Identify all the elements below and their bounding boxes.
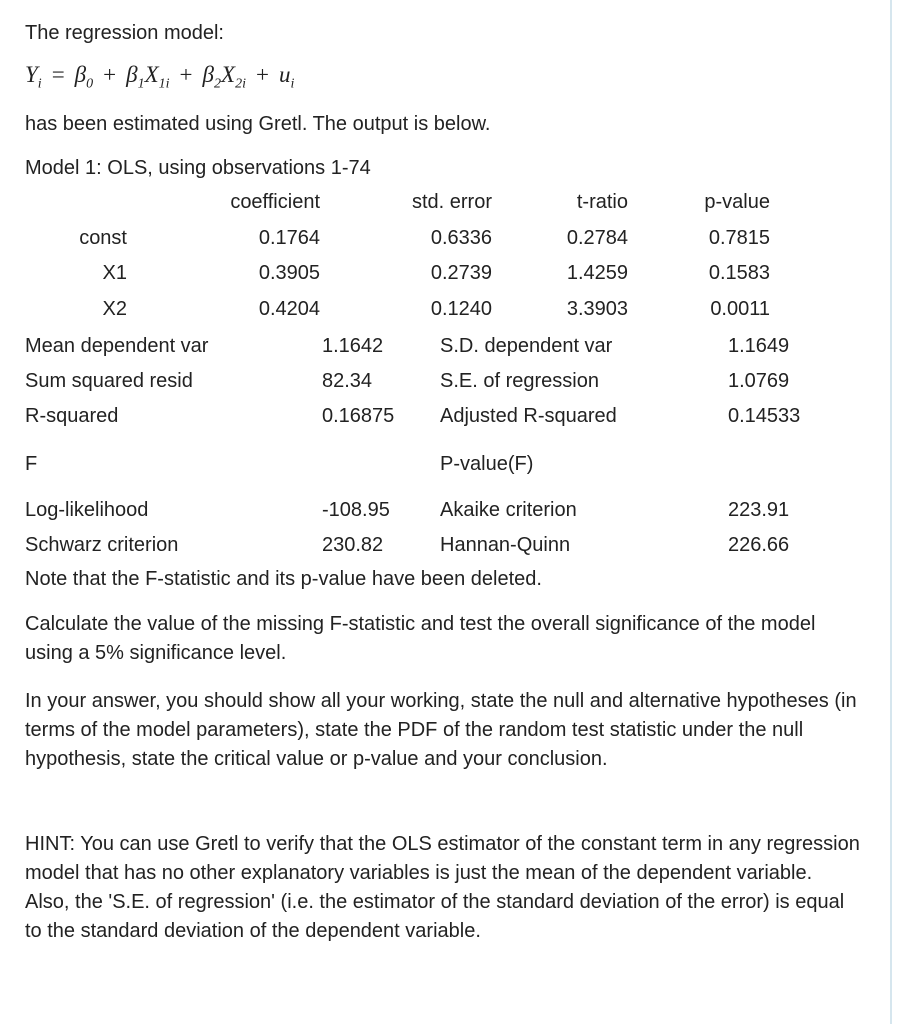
stat-value: 230.82 [322,534,384,556]
stat-label: Sum squared resid [25,370,193,392]
eq-beta0: β [74,62,87,87]
instructions-text: In your answer, you should show all your working, state the null and alternative hypotheses (in terms of the model parameters), state the PDF of the random test statistic under the null hypothesis, state the critical value or p-value and your conclusion. [25,690,857,770]
stat-value: 226.66 [728,534,790,556]
table-cell-p: 0.1583 [708,262,770,284]
stat-label: Log-likelihood [25,499,149,521]
table-row-name: X2 [102,298,127,320]
stat-label: Schwarz criterion [25,534,179,556]
table-cell-coef: 0.4204 [258,298,320,320]
table-cell-t: 3.3903 [566,298,628,320]
stat-label: P-value(F) [440,453,534,475]
model-title: Model 1: OLS, using observations 1-74 [25,157,371,179]
stat-label: S.D. dependent var [440,335,613,357]
stat-value: -108.95 [322,499,390,521]
table-cell-p: 0.7815 [708,227,770,249]
eq-beta0-sub: 0 [86,76,94,92]
table-row-name: X1 [102,262,127,284]
note-text: Note that the F-statistic and its p-value have been deleted. [25,568,542,590]
table-row-name: const [79,227,127,249]
stat-value: 1.1649 [728,335,790,357]
eq-beta1-sub: 1 [137,76,145,92]
table-cell-se: 0.6336 [430,227,492,249]
eq-x1: X [144,62,159,87]
stat-value: 82.34 [322,370,373,392]
stat-label: Hannan-Quinn [440,534,571,556]
stat-value: 1.0769 [728,370,790,392]
hint-text: HINT: You can use Gretl to verify that the OLS estimator of the constant term in any regression model that has no other explanatory variables is just the mean of the dependent variable. Also, the 'S.E. of regression' (i.e. the estimator of the standard deviation of the error) is equal to the standard deviation of the dependent variable. [25,833,860,942]
table-cell-p: 0.0011 [710,298,770,320]
stat-value: 1.1642 [322,335,384,357]
eq-x2: X [221,62,236,87]
eq-plus: + [179,62,193,87]
intro-line: The regression model: [25,22,224,44]
stat-label: Akaike criterion [440,499,577,521]
eq-y: Y [25,62,38,87]
eq-plus: + [255,62,269,87]
question-text: Calculate the value of the missing F-statistic and test the overall significance of the model using a 5% significance level. [25,613,816,664]
eq-equals: = [51,62,65,87]
eq-beta2: β [202,62,214,87]
table-cell-se: 0.2739 [430,262,492,284]
eq-plus: + [103,62,117,87]
col-header-t-ratio: t-ratio [576,191,628,213]
stat-label: Mean dependent var [25,335,209,357]
eq-x1-sub: 1i [158,76,170,92]
stat-value: 223.91 [728,499,790,521]
eq-beta2-sub: 2 [214,76,221,92]
intro-line: has been estimated using Gretl. The output is below. [25,113,491,135]
stat-value: 0.16875 [322,405,395,427]
table-cell-coef: 0.3905 [258,262,320,284]
eq-u: u [278,62,291,87]
stat-label: S.E. of regression [440,370,599,392]
stat-label: R-squared [25,405,119,427]
stat-label: F [25,453,38,475]
stat-value: 0.14533 [728,405,801,427]
eq-x2-sub: 2i [235,76,246,92]
eq-u-sub: i [290,76,295,92]
col-header-coefficient: coefficient [230,191,320,213]
table-cell-coef: 0.1764 [258,227,320,249]
table-cell-se: 0.1240 [430,298,492,320]
eq-y-sub: i [37,76,42,92]
stat-label: Adjusted R-squared [440,405,617,427]
col-header-std-error: std. error [411,191,492,213]
table-cell-t: 1.4259 [566,262,628,284]
col-header-p-value: p-value [704,191,770,213]
eq-beta1: β [126,62,138,87]
table-cell-t: 0.2784 [566,227,628,249]
regression-equation [25,62,294,93]
